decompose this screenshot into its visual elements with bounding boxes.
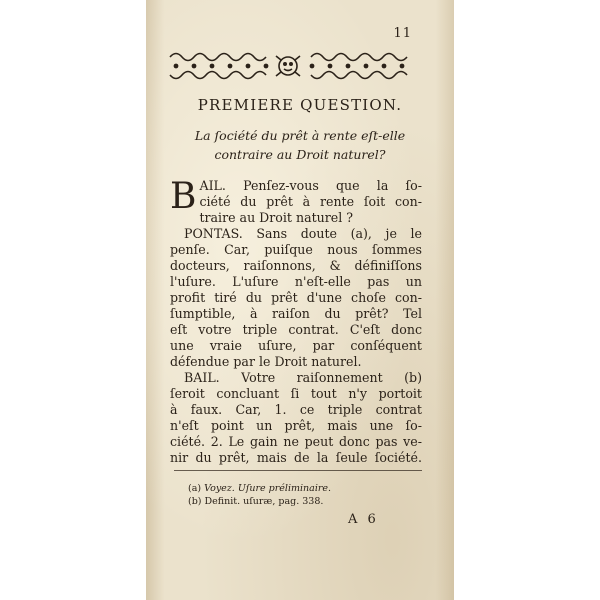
body-text	[170, 178, 422, 466]
body-line: nir du prêt, mais de la ſeule ſociété.	[170, 450, 422, 465]
footnote-text: Voyez. Uſure préliminaire.	[204, 483, 332, 494]
subtitle-line: contraire au Droit naturel?	[214, 147, 386, 162]
body-line: penſe. Car, puiſque nous ſommes	[170, 242, 422, 257]
footnote-mark: (b)	[188, 496, 202, 507]
body-line: une vraie uſure, par conſéquent	[170, 338, 422, 353]
body-line: à faux. Car, 1. ce triple contrat	[170, 402, 422, 417]
body-line: ciété. 2. Le gain ne peut donc pas ve-	[170, 434, 422, 449]
footnote	[188, 495, 428, 508]
section-heading: PREMIERE QUESTION.	[197, 96, 403, 114]
body-line: ſeroit concluant ſi tout n'y portoit	[170, 386, 422, 401]
book-page	[146, 0, 454, 600]
ornament-band-icon	[166, 48, 411, 84]
body-line: eſt votre triple contrat. C'eſt donc	[170, 322, 422, 337]
footnote-divider	[174, 470, 422, 471]
footnote	[188, 482, 428, 495]
subtitle-line: La ſociété du prêt à rente eſt-elle	[194, 128, 406, 143]
footnote-mark: (a)	[188, 483, 202, 494]
body-line: ciété du prêt à rente ſoit con-	[199, 194, 422, 209]
body-line: BAIL. Votre raiſonnement (b)	[184, 370, 422, 385]
footnotes	[188, 482, 428, 508]
body-line: n'eſt point un prêt, mais une ſo-	[170, 418, 422, 433]
body-line: PONTAS. Sans doute (a), je le	[184, 226, 422, 241]
body-line: traire au Droit naturel ?	[199, 210, 354, 225]
page-number: 11	[393, 26, 412, 41]
body-line: profit tiré du prêt d'une choſe con-	[170, 290, 422, 305]
footnote-text: Definit. uſuræ, pag. 338.	[204, 496, 324, 507]
body-line: AIL. Penſez-vous que la ſo-	[199, 178, 422, 193]
body-line: docteurs, raiſonnons, & définiſſons	[170, 258, 422, 273]
signature-mark: A 6	[348, 512, 379, 527]
question-subtitle	[156, 126, 444, 164]
body-line: ſumptible, à raiſon du prêt? Tel	[170, 306, 422, 321]
body-line: défendue par le Droit naturel.	[170, 354, 362, 369]
drop-cap: B	[170, 176, 197, 217]
body-line: l'uſure. L'uſure n'eſt-elle pas un	[170, 274, 422, 289]
